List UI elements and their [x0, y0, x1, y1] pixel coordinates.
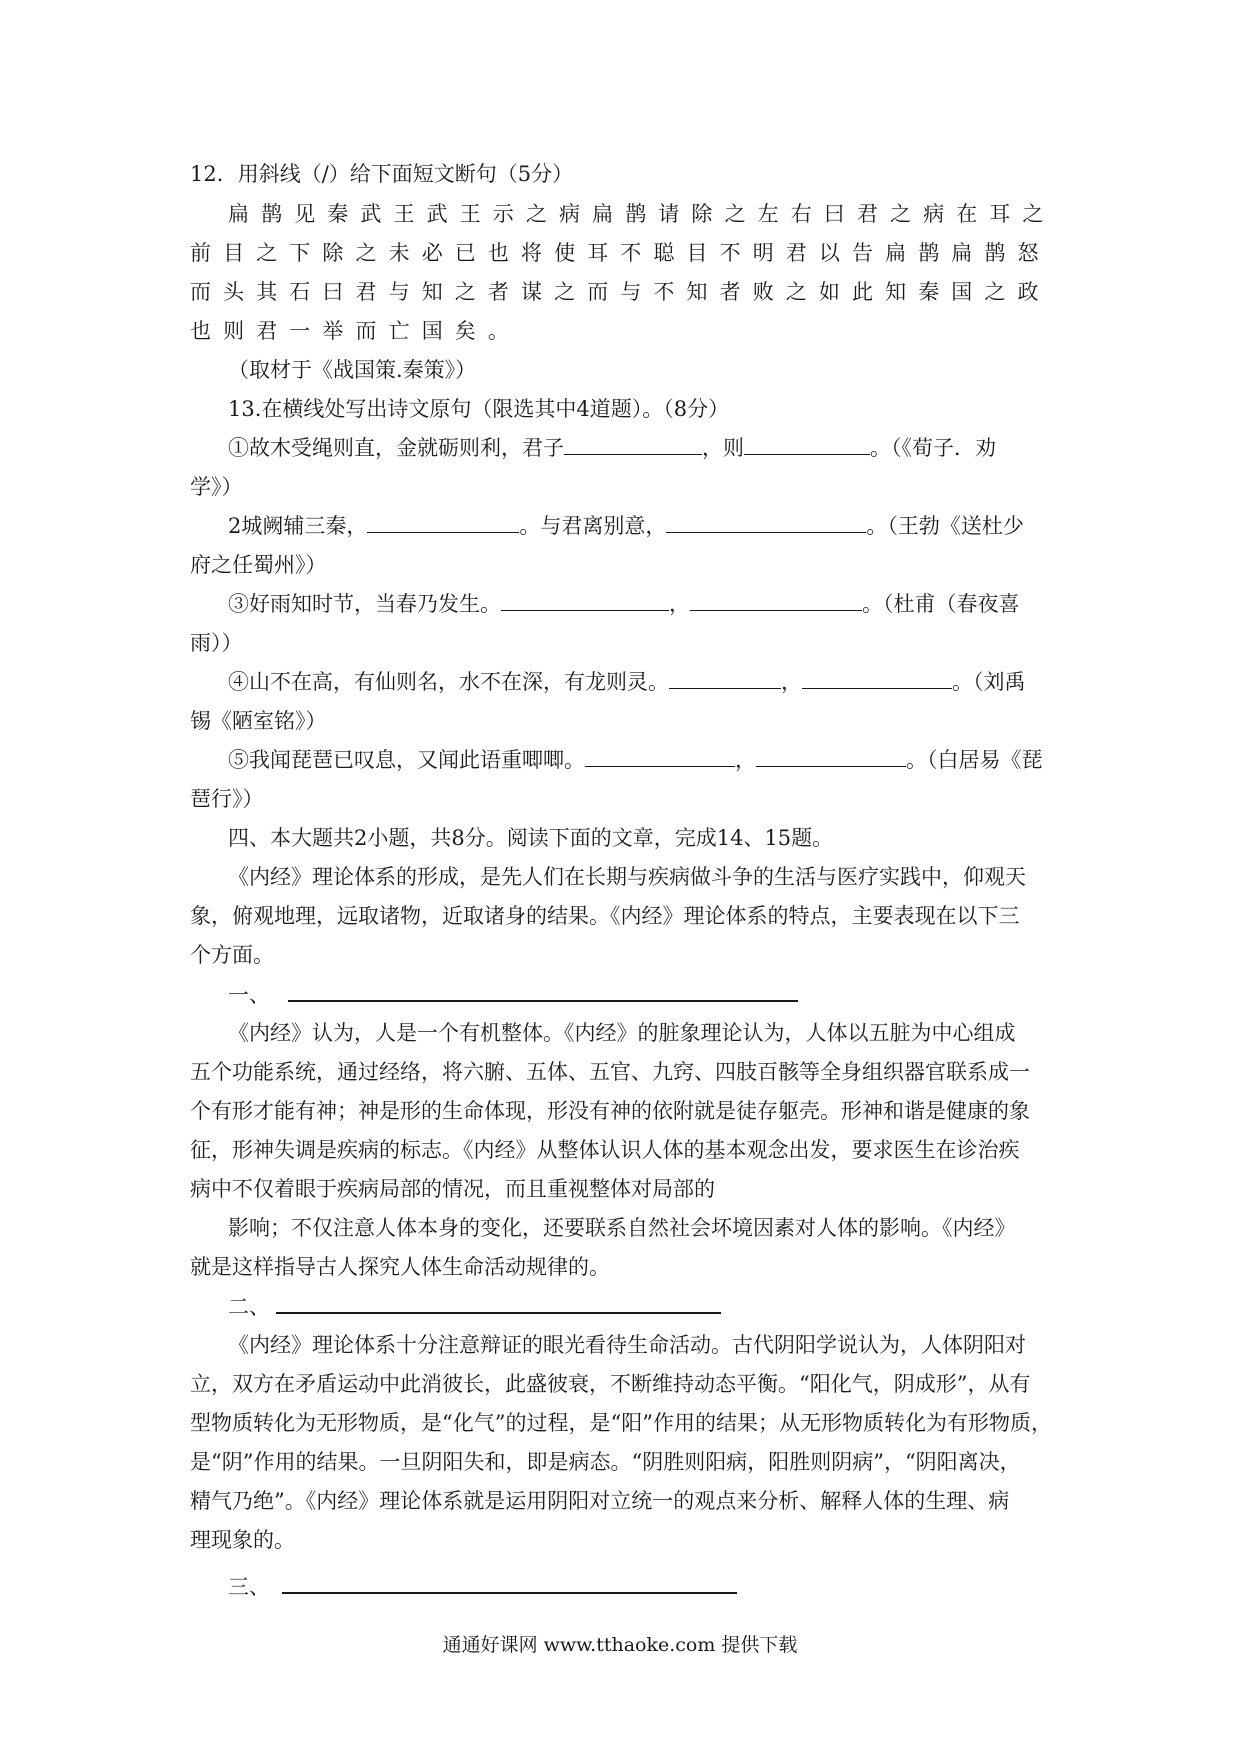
q13-item-4-text-a: ④山不在高，有仙则名，水不在深，有龙则灵。	[228, 670, 669, 694]
q12-line-1: 扁鹊见秦武王武王示之病扁鹊请除之左右曰君之病在耳之	[228, 202, 1056, 226]
para1-line-1: 《内经》认为，人是一个有机整体。《内经》的脏象理论认为，人体以五脏为中心组成	[228, 1021, 1016, 1045]
page-footer: 通通好课网 www.tthaoke.com 提供下载	[442, 1634, 798, 1656]
para2-line-1: 《内经》理论体系十分注意辩证的眼光看待生命活动。古代阴阳学说认为，人体阴阳对	[228, 1333, 1026, 1357]
answer-blank[interactable]	[367, 512, 519, 533]
q13-item-4-cont: 锡《陋室铭》）	[190, 709, 327, 733]
answer-blank[interactable]	[744, 434, 870, 455]
para1-line-5: 病中不仅着眼于疾病局部的情况，而且重视整体对局部的	[190, 1177, 715, 1201]
answer-blank[interactable]	[802, 668, 952, 689]
q13-item-1-text-c: 。（《荀子．劝	[870, 436, 996, 460]
q13-item-2-text-b: 。与君离别意，	[519, 514, 667, 538]
q12-source: （取材于《战国策.秦策》）	[228, 358, 477, 382]
section4-heading: 四、本大题共2小题，共8分。阅读下面的文章，完成14、15题。	[228, 826, 834, 850]
q13-item-2-text-c: 。（王勃《送杜少	[866, 514, 1024, 538]
para1-line-6: 影响；不仅注意人体本身的变化，还要联系自然社会坏境因素对人体的影响。《内经》	[228, 1216, 1016, 1240]
intro-line-3: 个方面。	[190, 943, 274, 967]
q13-item-1-text-b: ，则	[702, 436, 744, 460]
q12-title: 12．用斜线（/）给下面短文断句（5分）	[190, 162, 574, 186]
q13-item-2	[228, 512, 1024, 540]
part-3-heading	[228, 1572, 737, 1601]
q13-item-1	[228, 434, 996, 462]
answer-blank[interactable]	[669, 668, 781, 689]
q13-item-2-cont: 府之任蜀州》）	[190, 553, 327, 577]
q13-title: 13.在横线处写出诗文原句（限选其中4道题）。（8分）	[228, 397, 730, 421]
para2-line-5: 精气乃绝”。《内经》理论体系就是运用阴阳对立统一的观点来分析、解释人体的生理、病	[190, 1489, 1010, 1513]
q12-line-2: 前目之下除之未必已也将使耳不聪目不明君以告扁鹊扁鹊怒	[190, 241, 1051, 265]
intro-line-2: 象，俯观地理，远取诸物，近取诸身的结果。《内经》理论体系的特点，主要表现在以下三	[190, 904, 1020, 928]
intro-line-1: 《内经》理论体系的形成，是先人们在长期与疾病做斗争的生活与医疗实践中，仰观天	[228, 865, 1026, 889]
q13-item-5-cont: 琶行》）	[190, 787, 264, 811]
q13-item-4-text-b: ，	[781, 670, 802, 694]
para1-line-2: 五个功能系统，通过经络，将六腑、五体、五官、九窍、四肢百骸等全身组织器官联系成一	[190, 1060, 1030, 1084]
q13-item-1-cont: 学》）	[190, 475, 243, 499]
q13-item-5	[228, 746, 1043, 774]
answer-blank[interactable]	[690, 590, 862, 611]
q13-item-1-text-a: ①故木受绳则直，金就砺则利，君子	[228, 436, 564, 460]
answer-blank[interactable]	[288, 980, 798, 1002]
q12-line-4: 也则君一举而亡国矣。	[190, 319, 521, 343]
para1-line-3: 个有形才能有神；神是形的生命体现，形没有神的依附就是徒存躯壳。形神和谐是健康的象	[190, 1099, 1030, 1123]
answer-blank[interactable]	[282, 1572, 737, 1594]
q13-item-3-text-c: 。（杜甫（春夜喜	[862, 592, 1020, 616]
part-2-label: 二、	[228, 1295, 270, 1319]
q13-item-3	[228, 590, 1020, 618]
q13-item-5-text-a: ⑤我闻琵琶已叹息，又闻此语重唧唧。	[228, 748, 585, 772]
q13-item-4	[228, 668, 1026, 696]
part-2-heading	[228, 1292, 721, 1321]
q13-item-3-text-a: ③好雨知时节，当春乃发生。	[228, 592, 501, 616]
part-1-heading	[228, 980, 798, 1009]
answer-blank[interactable]	[666, 512, 866, 533]
q13-item-3-text-b: ，	[669, 592, 690, 616]
part-3-label: 三、	[228, 1575, 270, 1599]
answer-blank[interactable]	[276, 1292, 721, 1314]
answer-blank[interactable]	[585, 746, 735, 767]
q13-item-5-text-c: 。（白居易《琵	[906, 748, 1043, 772]
answer-blank[interactable]	[756, 746, 906, 767]
q13-item-3-cont: 雨））	[190, 631, 243, 655]
part-1-label: 一、	[228, 983, 270, 1007]
para1-line-7: 就是这样指导古人探究人体生命活动规律的。	[190, 1255, 610, 1279]
para2-line-2: 立，双方在矛盾运动中此消彼长，此盛彼衰，不断维持动态平衡。“阳化气，阴成形”，从有	[190, 1372, 1031, 1396]
para1-line-4: 征，形神失调是疾病的标志。《内经》从整体认识人体的基本观念出发，要求医生在诊治疾	[190, 1138, 1020, 1162]
q13-item-2-text-a: 2城阙辅三秦，	[228, 514, 368, 538]
para2-line-3: 型物质转化为无形物质，是“化气”的过程，是“阳”作用的结果；从无形物质转化为有形物质，	[190, 1411, 1052, 1435]
para2-line-6: 理现象的。	[190, 1528, 295, 1552]
answer-blank[interactable]	[564, 434, 702, 455]
q13-item-5-text-b: ，	[735, 748, 756, 772]
para2-line-4: 是“阴”作用的结果。一旦阴阳失和，即是病态。“阴胜则阳病，阳胜则阴病”，“阴阳离决，	[190, 1450, 1021, 1474]
answer-blank[interactable]	[501, 590, 669, 611]
q12-line-3: 而头其石曰君与知之者谋之而与不知者败之如此知秦国之政	[190, 280, 1051, 304]
q13-item-4-text-c: 。（刘禹	[952, 670, 1026, 694]
